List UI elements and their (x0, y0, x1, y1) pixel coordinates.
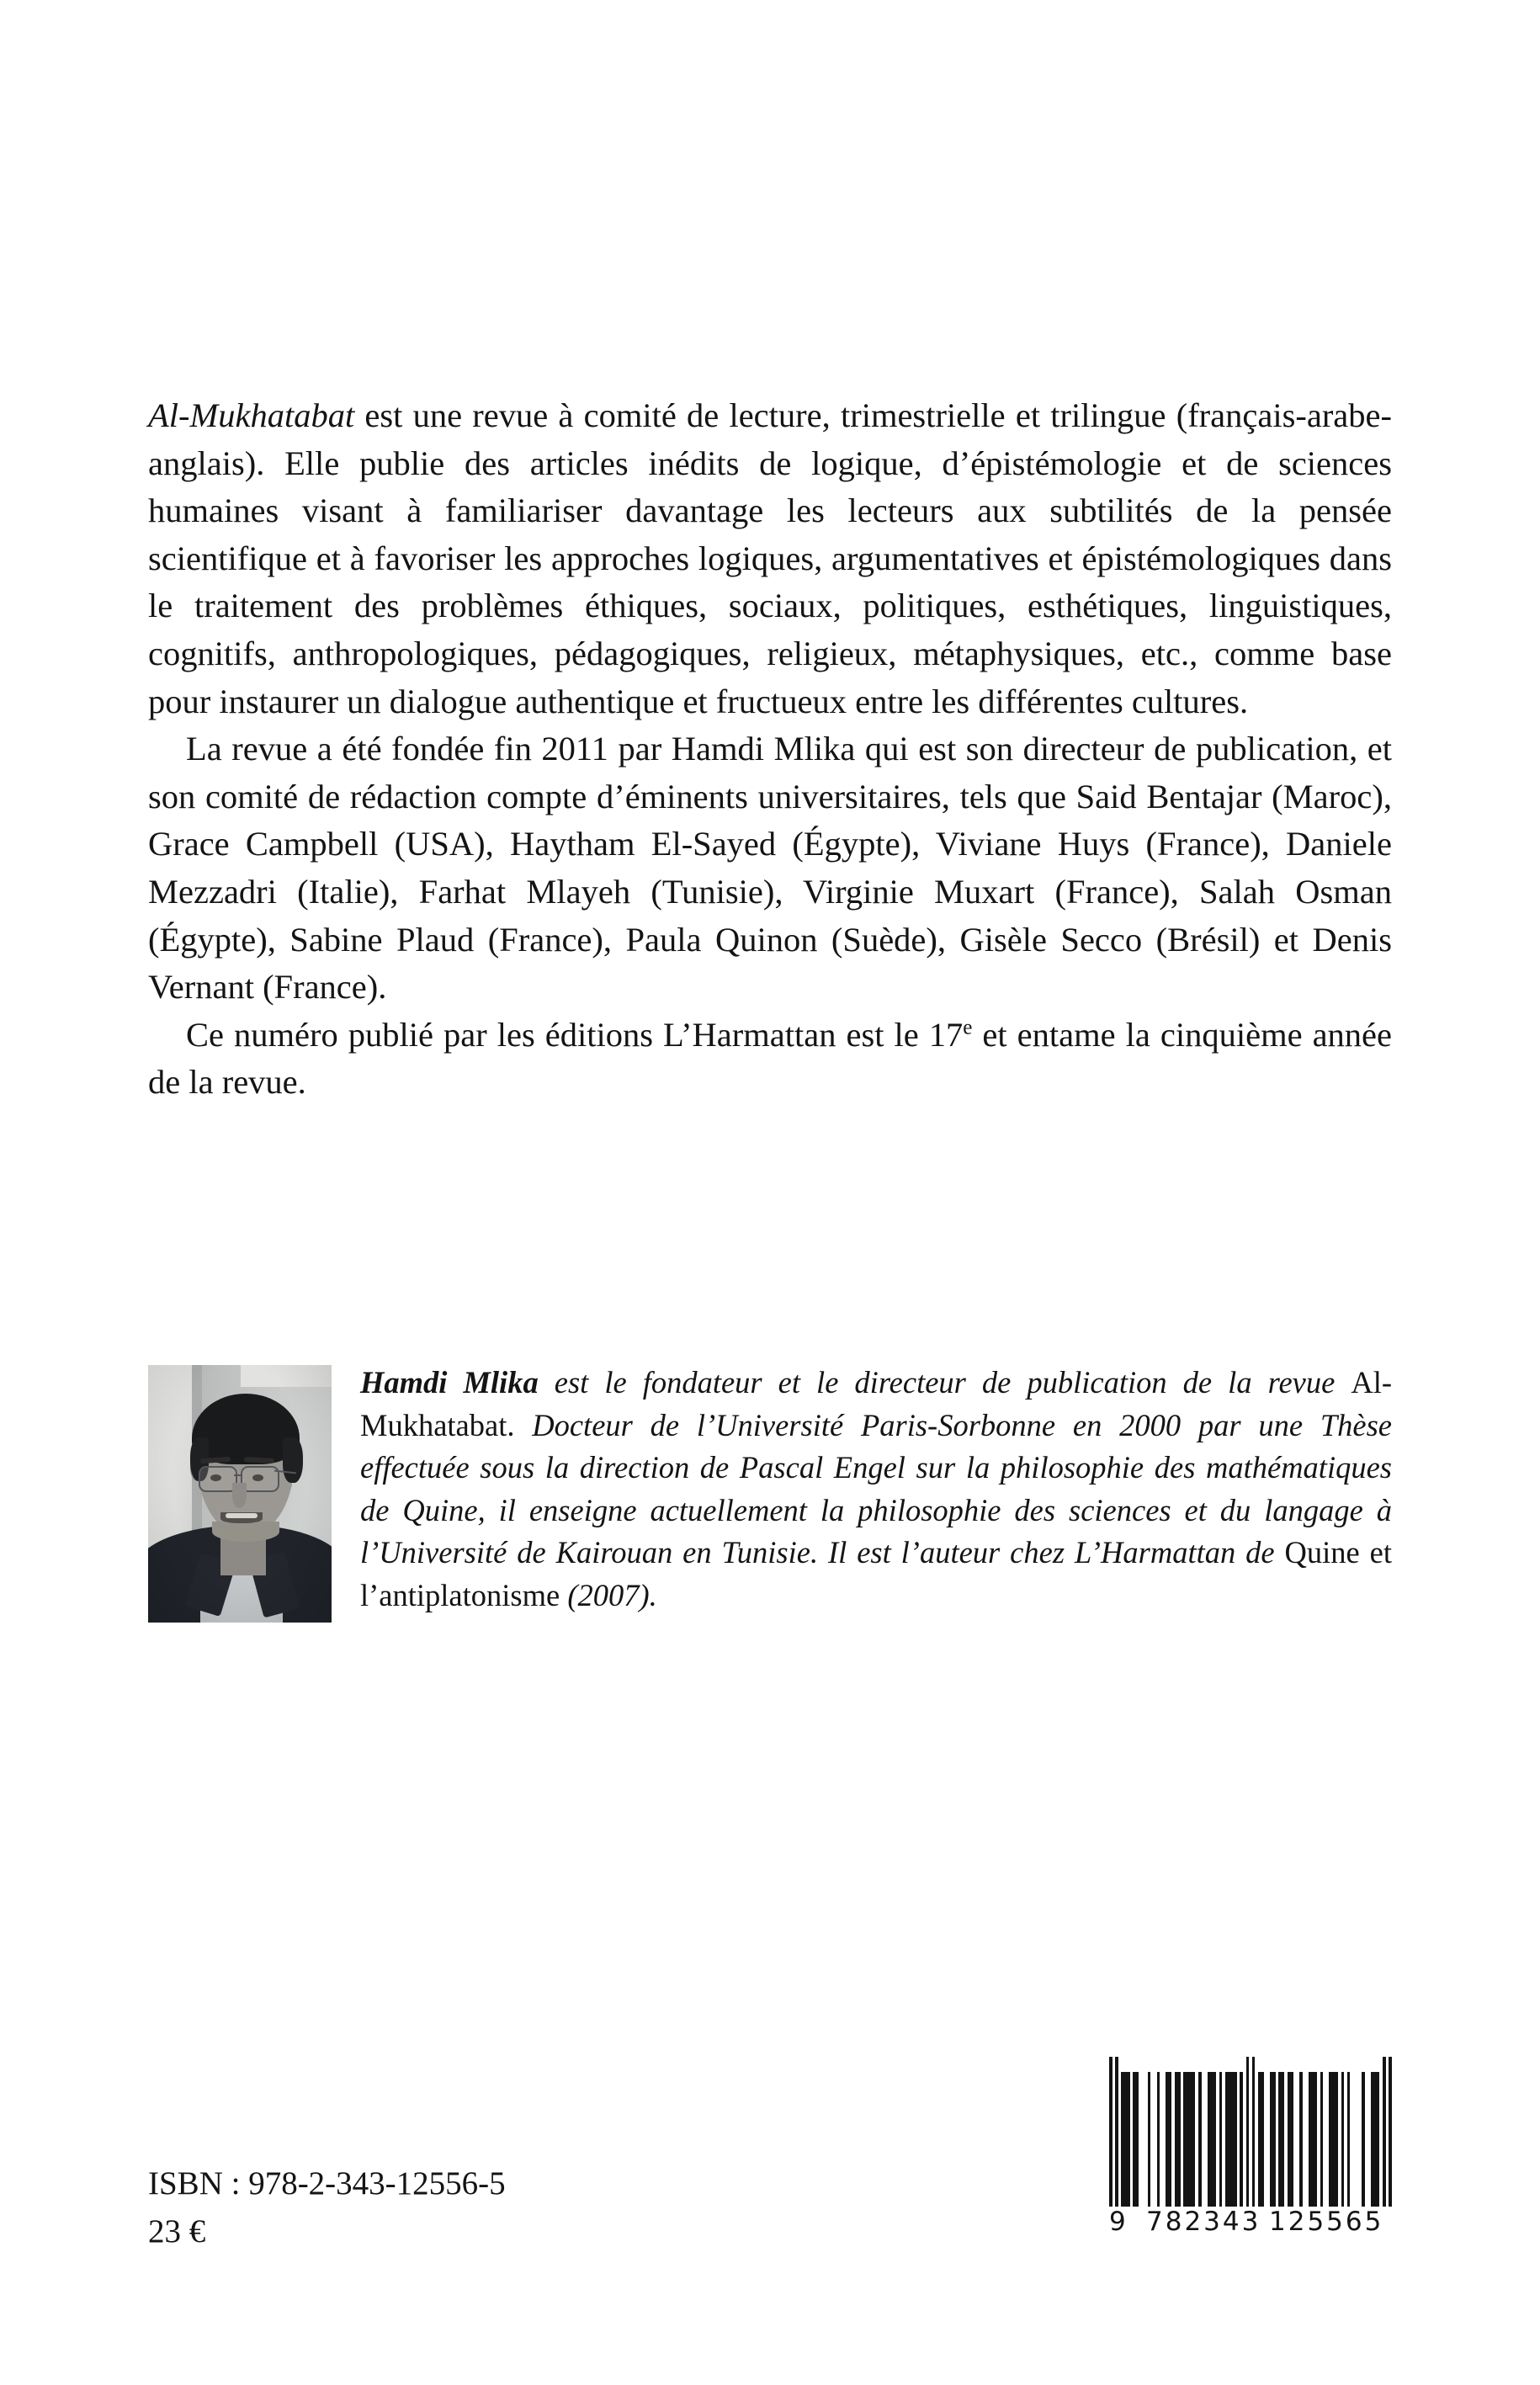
barcode-bars (1109, 2072, 1392, 2207)
isbn-price-block (148, 2159, 506, 2255)
journal-description-paragraph-1 (148, 392, 1392, 725)
author-bio-part-1: est le fondateur et le directeur de publication de la revue (538, 1365, 1351, 1400)
author-book-year: (2007). (560, 1577, 657, 1612)
barcode-lead-digit: 9 (1109, 2207, 1128, 2237)
issue-sentence-after: et entame la cinquième année de la revue. (148, 1015, 1393, 1102)
isbn-text: ISBN : 978-2-343-12556-5 (148, 2165, 506, 2202)
issue-sentence-before: Ce numéro publié par les éditions L’Harmattan est le 17 (186, 1015, 964, 1054)
journal-title-italic: Al-Mukhatabat (148, 396, 355, 434)
author-book-title: Quine et l’antiplatonisme (360, 1535, 1393, 1612)
price-text: 23 € (148, 2213, 206, 2250)
barcode-left-group: 782343 (1146, 2207, 1261, 2237)
portrait-vignette (148, 1365, 332, 1623)
author-name: Hamdi Mlika (360, 1365, 539, 1400)
journal-description-paragraph-1-rest: est une revue à comité de lecture, trimestrielle et trilingue (français-arabe-anglais). Elle publie des articles inédits de logique, d’épistémologie et de sciences humaines visant à familiariser davantage les lecteurs aux subtilités de la pensée scientifique et à favoriser les approches logiques, argumentatives et épistémologiques dans le traitement des problèmes éthiques, sociaux, politiques, esthétiques, linguistiques, cognitifs, anthropologiques, pédagogiques, religieux, métaphysiques, etc., comme base pour instaurer un dialogue authentique et fructueux entre les différentes cultures. (148, 396, 1392, 720)
barcode-right-group: 125565 (1269, 2207, 1384, 2237)
barcode-digits (1109, 2207, 1392, 2239)
journal-description-block (148, 392, 1392, 1107)
author-bio-part-2: Docteur de l’Université Paris-Sorbonne en 2000 par une Thèse effectuée sous la direction de Pascal Engel sur la philosophie des mathématiques de Quine, il enseigne actuellement la philosophie des sciences et du langage à l’Université de Kairouan en Tunisie. Il est l’auteur chez L’Harmattan de (360, 1407, 1392, 1570)
ordinal-superscript: e (963, 1016, 973, 1039)
ean13-barcode (1109, 2072, 1392, 2239)
author-bio-text (148, 1362, 1392, 1617)
author-bio-block (148, 1362, 1392, 1628)
journal-description-paragraph-2: La revue a été fondée fin 2011 par Hamdi Mlika qui est son directeur de publication, et son comité de rédaction compte d’éminents universitaires, tels que Said Bentajar (Maroc), Grace Campbell (USA), Haytham El-Sayed (Égypte), Viviane Huys (France), Daniele Mezzadri (Italie), Farhat Mlayeh (Tunisie), Virginie Muxart (France), Salah Osman (Égypte), Sabine Plaud (France), Paula Quinon (Suède), Gisèle Secco (Brésil) et Denis Vernant (France). (148, 730, 1392, 1007)
author-portrait-photo (148, 1365, 332, 1623)
journal-description-paragraph-3 (148, 1012, 1392, 1107)
journal-name-upright: Al-Mukhatabat. (360, 1365, 1392, 1442)
